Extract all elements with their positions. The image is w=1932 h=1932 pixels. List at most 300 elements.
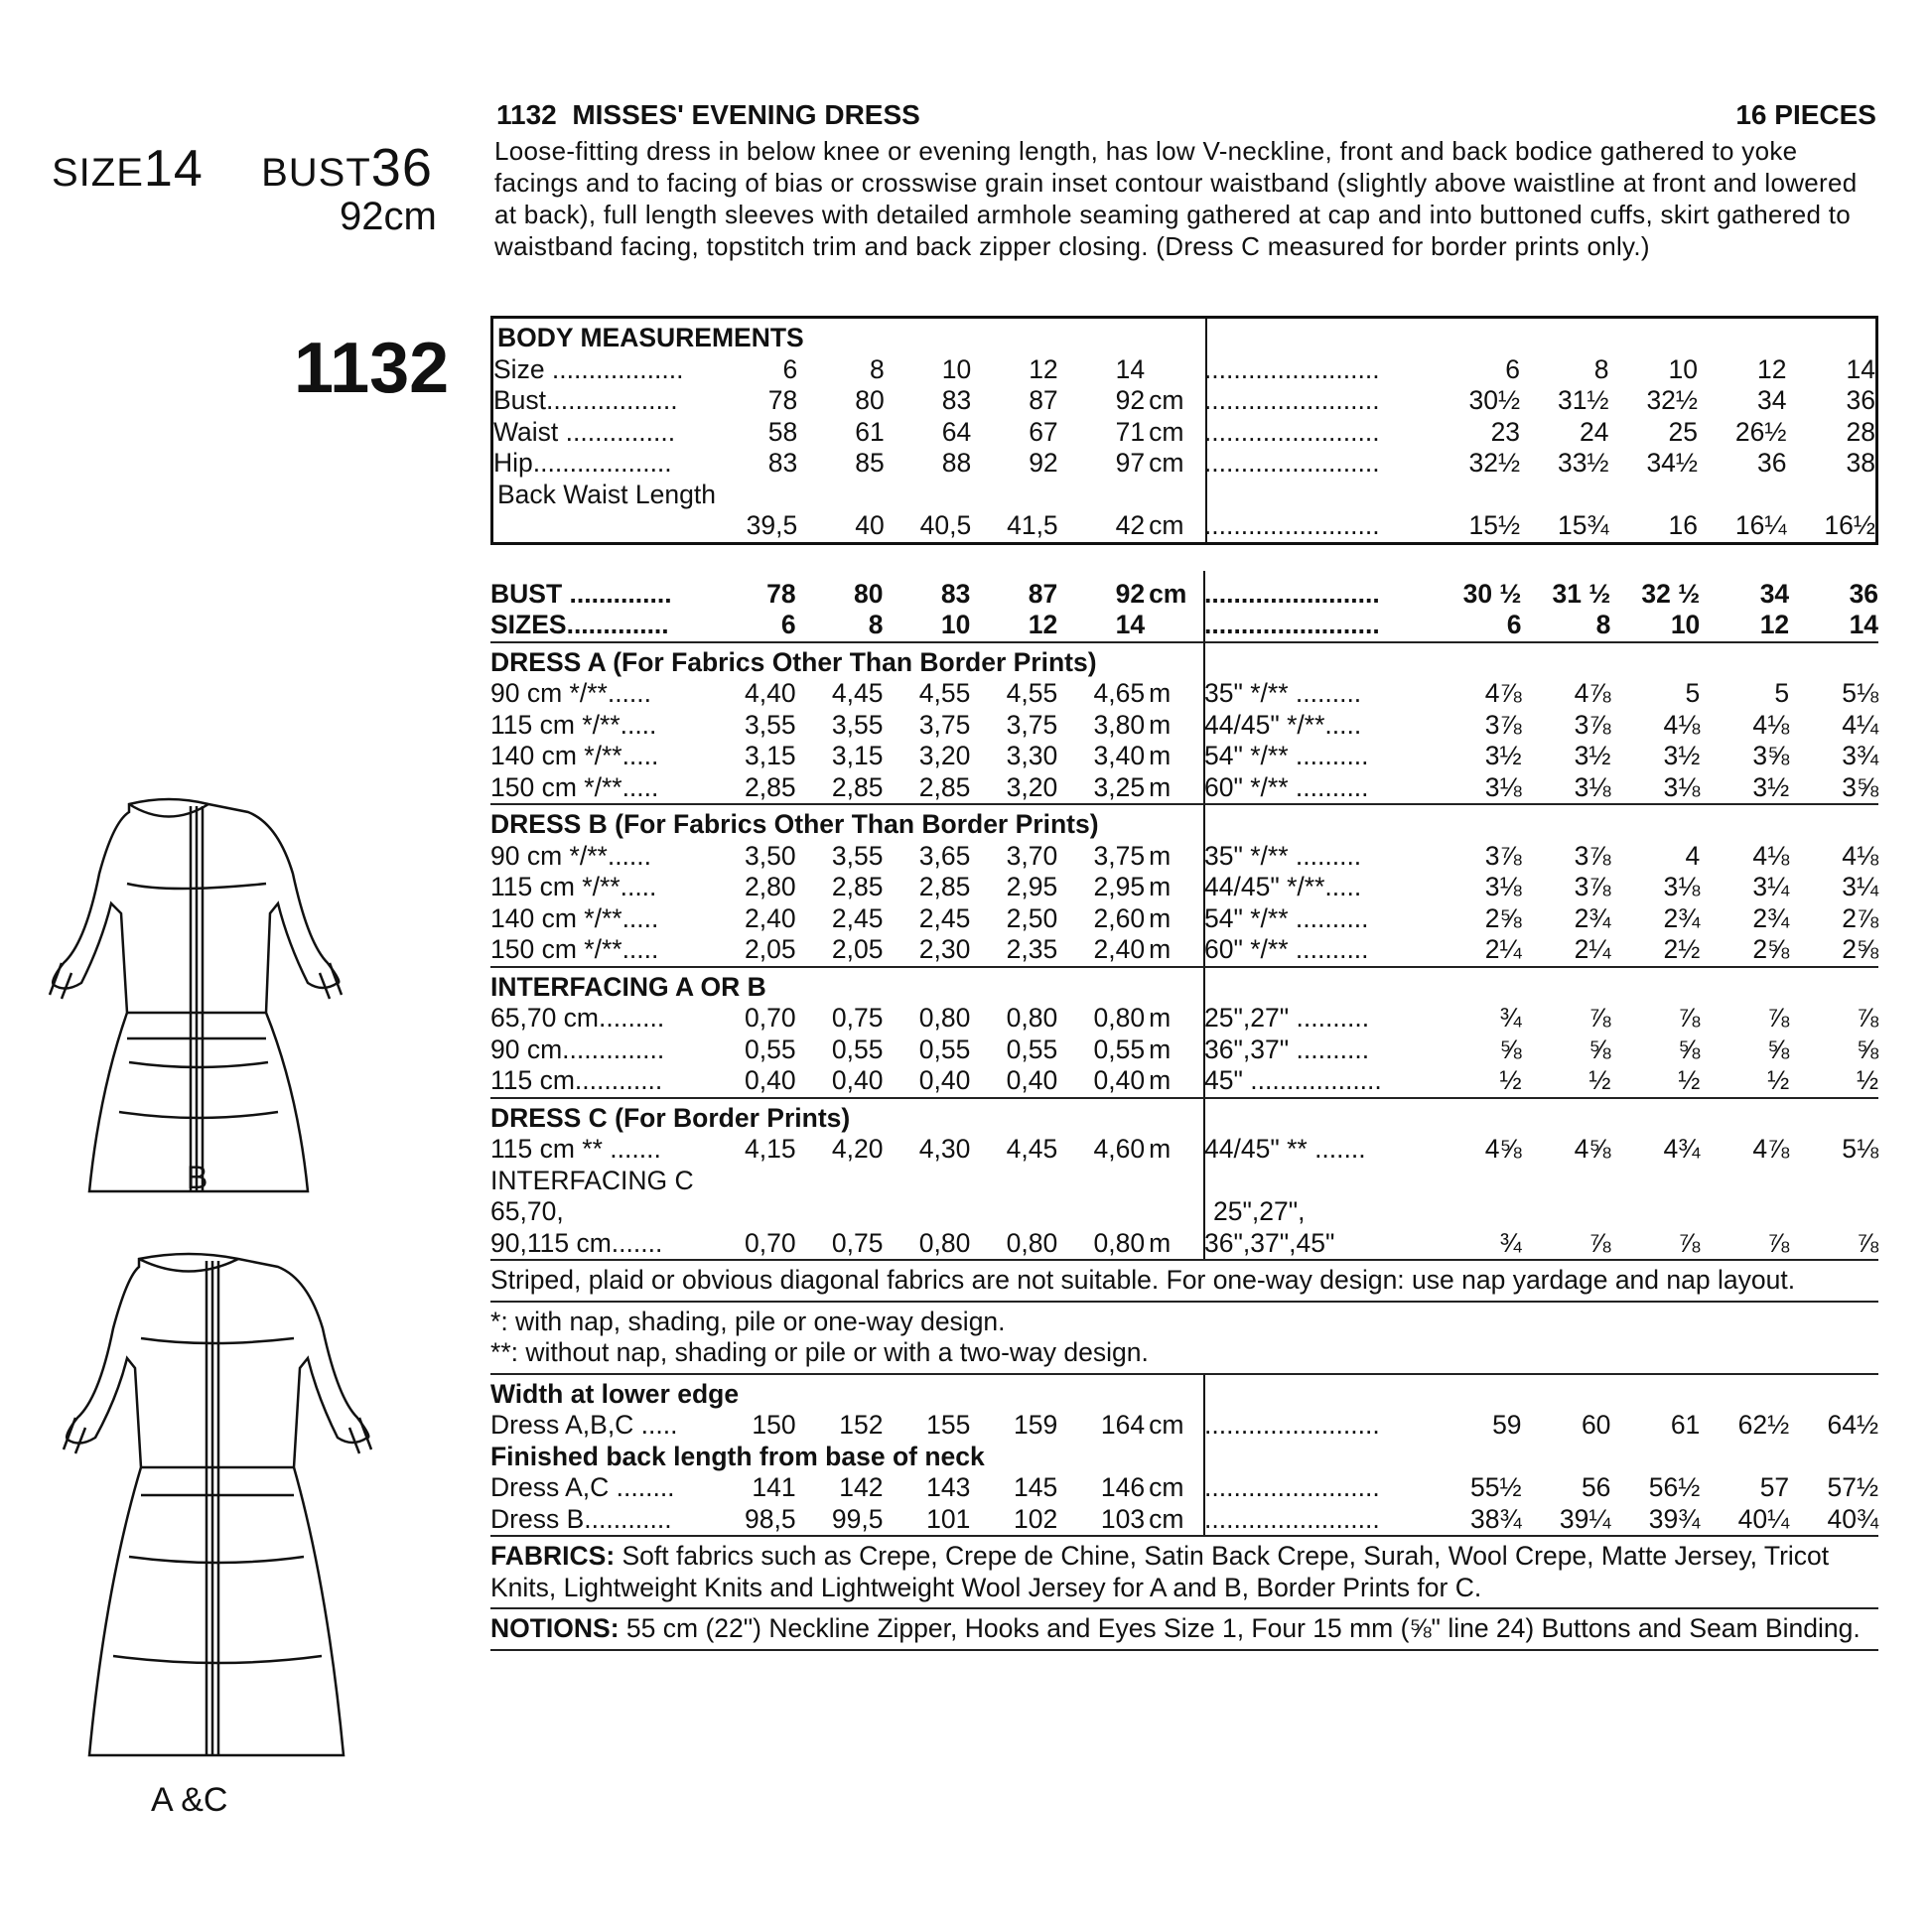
metric-value: 0,55 — [1093, 1034, 1146, 1064]
imperial-value: 2⅝ — [1752, 934, 1790, 964]
bust-sizes-section — [490, 571, 1878, 643]
metric-value: 2,05 — [744, 934, 796, 964]
imperial-value: 4⅝ — [1484, 1134, 1522, 1164]
table-row — [490, 1035, 1878, 1066]
imperial-value: 34 — [1759, 578, 1790, 609]
metric-value: 40,5 — [919, 510, 972, 540]
table-row — [490, 934, 1878, 966]
imperial-value: 59 — [1492, 1410, 1522, 1440]
metric-value: 2,60 — [1093, 902, 1146, 933]
metric-value: 61 — [855, 416, 885, 447]
unit-label: m — [1149, 771, 1172, 802]
metric-value: 39,5 — [746, 510, 798, 540]
imperial-value: 4¾ — [1663, 1134, 1701, 1164]
row-label: 115 cm ** ....... — [490, 1134, 661, 1164]
imperial-value: 8 — [1595, 610, 1611, 639]
metric-value: 14 — [1115, 610, 1146, 639]
metric-value: 4,60 — [1093, 1134, 1146, 1164]
metric-value: 3,40 — [1093, 741, 1146, 770]
metric-value: 0,40 — [1006, 1065, 1058, 1095]
metric-value: 146 — [1100, 1472, 1146, 1502]
interfacing-c-title: INTERFACING C — [490, 1165, 694, 1195]
interfacing-ab-title: INTERFACING A OR B — [490, 971, 766, 1002]
fabrics-section — [490, 1537, 1878, 1609]
unit-label: cm — [1149, 1472, 1184, 1502]
metric-value: 0,55 — [744, 1034, 796, 1064]
pattern-description: Loose-fitting dress in below knee or evening length, has low V-neckline, front and back bodice gathered to yoke facings and to facing of bias or crosswise grain inset contour waistband (slightly above waistline at front and lowered at back), full length sleeves with detailed armhole seaming gathered at cap and into buttoned cuffs, skirt gathered to waistband facing, topstitch trim and back zipper closing. (Dress C measured for border prints only.) — [494, 136, 1858, 261]
metric-value: 3,55 — [831, 709, 884, 740]
row-label: 140 cm */**..... — [490, 741, 659, 770]
table-row — [490, 903, 1878, 935]
header-number: 1132 — [496, 99, 557, 130]
imperial-value: 16¼ — [1734, 510, 1787, 540]
metric-value: 83 — [767, 448, 798, 478]
metric-value: 83 — [941, 385, 972, 415]
imperial-value: ⅞ — [1678, 1003, 1701, 1033]
metric-value: 0,80 — [1093, 1227, 1146, 1258]
metric-value: 0,75 — [831, 1003, 884, 1033]
imperial-value: 34½ — [1646, 448, 1699, 478]
metric-value: 40 — [855, 510, 885, 540]
metric-value: 2,40 — [744, 902, 796, 933]
imperial-value: 4¼ — [1842, 709, 1879, 740]
metric-value: 83 — [940, 578, 971, 609]
metric-value: 14 — [1115, 353, 1146, 384]
imperial-value: 4 — [1685, 840, 1701, 871]
metric-value: 2,40 — [1093, 934, 1146, 964]
imperial-value: 4⅛ — [1842, 840, 1879, 871]
back-waist-label: Back Waist Length — [497, 479, 716, 509]
interfacing-c-row — [490, 1228, 1878, 1260]
metric-value: 4,20 — [831, 1134, 884, 1164]
imperial-value: 40¼ — [1737, 1503, 1790, 1534]
imperial-value: 26½ — [1734, 416, 1787, 447]
metric-value: 3,75 — [918, 709, 971, 740]
metric-value: 2,45 — [918, 902, 971, 933]
metric-value: 92 — [1029, 448, 1058, 478]
metric-value: 159 — [1013, 1410, 1058, 1440]
metric-value: 64 — [941, 416, 972, 447]
imperial-label: 35" */** ......... — [1204, 678, 1362, 708]
size-bust-tag — [52, 137, 433, 199]
view-ac-text: A &C — [151, 1781, 228, 1819]
imperial-value: 3½ — [1752, 771, 1790, 802]
imperial-label: 60" */** .......... — [1204, 771, 1369, 802]
imperial-value: 3⅞ — [1574, 840, 1611, 871]
bust-value: 36 — [370, 138, 433, 198]
unit-label: cm — [1149, 448, 1184, 478]
imperial-value: 4⅛ — [1752, 840, 1790, 871]
row-label: 65,70 cm......... — [490, 1003, 665, 1033]
metric-value: 2,85 — [918, 771, 971, 802]
body-measurements-title: BODY MEASUREMENTS — [497, 323, 804, 352]
imperial-value: ½ — [1767, 1065, 1790, 1095]
metric-value: 143 — [926, 1472, 971, 1502]
metric-value: 0,80 — [1006, 1227, 1058, 1258]
table-row — [490, 1228, 1878, 1260]
metric-value: 98,5 — [744, 1503, 796, 1534]
table-row — [493, 510, 1875, 542]
row-label: Dress A,C ........ — [490, 1472, 675, 1502]
imperial-value: 3⅝ — [1752, 741, 1790, 770]
imperial-value: 3⅞ — [1484, 709, 1522, 740]
imperial-value: 5 — [1774, 678, 1790, 708]
unit-label: cm — [1149, 416, 1184, 447]
imperial-value: 4⅛ — [1752, 709, 1790, 740]
metric-value: 97 — [1115, 448, 1146, 478]
width-row — [490, 1410, 1878, 1442]
metric-value: 4,15 — [744, 1134, 796, 1164]
interfacing-c-label-row — [490, 1196, 1878, 1228]
metric-value: 0,55 — [831, 1034, 884, 1064]
metric-value: 142 — [839, 1472, 884, 1502]
imperial-value: 38 — [1846, 448, 1875, 478]
metric-value: 2,85 — [918, 872, 971, 901]
unit-label: cm — [1149, 1410, 1184, 1440]
metric-value: 3,15 — [744, 741, 796, 770]
length-title: Finished back length from base of neck — [490, 1441, 985, 1471]
metric-value: 3,30 — [1006, 741, 1058, 770]
bust-label: BUST — [261, 151, 371, 195]
imperial-value: 2⅞ — [1842, 902, 1879, 933]
table-row — [490, 1065, 1878, 1097]
metric-value: 0,55 — [918, 1034, 971, 1064]
imperial-value: 32 ½ — [1641, 578, 1701, 609]
metric-value: 3,80 — [1093, 709, 1146, 740]
metric-value: 85 — [855, 448, 885, 478]
row-label: 115 cm */**..... — [490, 709, 657, 740]
metric-value: 4,45 — [1006, 1134, 1058, 1164]
imperial-value: 33½ — [1557, 448, 1609, 478]
metric-value: 4,65 — [1093, 678, 1146, 708]
imperial-value: 3⅛ — [1663, 872, 1701, 901]
metric-value: 67 — [1029, 416, 1058, 447]
unit-label: cm — [1149, 1503, 1184, 1534]
row-label: 90,115 cm....... — [490, 1227, 663, 1258]
imperial-value: 3⅛ — [1484, 872, 1522, 901]
imperial-label: ........................ — [1204, 1472, 1380, 1502]
metric-value: 2,45 — [831, 902, 884, 933]
dress-b-rows — [490, 841, 1878, 966]
imperial-value: 32½ — [1468, 448, 1521, 478]
table-row — [490, 872, 1878, 903]
metric-value: 0,80 — [1093, 1003, 1146, 1033]
imperial-value: 2¼ — [1484, 934, 1522, 964]
metric-value: 3,55 — [744, 709, 796, 740]
imperial-value: ¾ — [1499, 1003, 1522, 1033]
imperial-value: 12 — [1759, 610, 1790, 639]
dress-c-section — [490, 1099, 1878, 1262]
interfacing-c-label-1: 65,70, — [490, 1196, 564, 1226]
dress-a-section — [490, 643, 1878, 806]
metric-value: 71 — [1115, 416, 1146, 447]
metric-value: 2,85 — [744, 771, 796, 802]
table-row — [493, 448, 1875, 480]
imperial-label: 25",27" .......... — [1204, 1003, 1370, 1033]
imperial-value: 3¾ — [1842, 741, 1879, 770]
imperial-value: 3⅞ — [1484, 840, 1522, 871]
view-b-text: B — [187, 1160, 208, 1195]
imperial-value: 32½ — [1646, 385, 1699, 415]
table-row — [490, 710, 1878, 742]
dress-b-section — [490, 805, 1878, 968]
imperial-value: ⅞ — [1588, 1227, 1611, 1258]
metric-value: 101 — [926, 1503, 971, 1534]
dress-b-title: DRESS B (For Fabrics Other Than Border Prints) — [490, 809, 1099, 839]
unit-label: cm — [1149, 385, 1184, 415]
imperial-value: ⅞ — [1767, 1003, 1790, 1033]
imperial-label: 44/45" */**..... — [1204, 709, 1362, 740]
metric-value: 3,75 — [1093, 840, 1146, 871]
imperial-value: 40¾ — [1827, 1503, 1879, 1534]
imperial-value: 3½ — [1663, 741, 1701, 770]
interfacing-c-imp-label-1: 25",27", — [1213, 1196, 1306, 1226]
metric-value: 10 — [940, 610, 971, 639]
metric-value: 8 — [869, 353, 885, 384]
unit-label: m — [1149, 709, 1172, 740]
imperial-value: 39¾ — [1648, 1503, 1701, 1534]
fabrics-label: FABRICS: — [490, 1541, 616, 1571]
metric-value: 102 — [1013, 1503, 1058, 1534]
imperial-value: 3⅞ — [1574, 709, 1611, 740]
metric-value: 164 — [1100, 1410, 1146, 1440]
imperial-value: 14 — [1846, 353, 1875, 384]
imperial-value: 16 — [1668, 510, 1699, 540]
metric-value: 0,75 — [831, 1227, 884, 1258]
striped-note: Striped, plaid or obvious diagonal fabrics are not suitable. For one-way design: use nap yardage and nap layout. — [490, 1261, 1878, 1303]
imperial-value: ½ — [1499, 1065, 1522, 1095]
metric-value: 88 — [941, 448, 972, 478]
row-label: Dress A,B,C ..... — [490, 1410, 678, 1440]
pattern-number-large: 1132 — [294, 329, 450, 408]
imperial-value: ⅞ — [1767, 1227, 1790, 1258]
imperial-value: 3⅛ — [1574, 771, 1611, 802]
metric-value: 6 — [782, 353, 798, 384]
metric-value: 10 — [941, 353, 972, 384]
fabrics-text: Soft fabrics such as Crepe, Crepe de Chine, Satin Back Crepe, Surah, Wool Crepe, Matte Jersey, Tricot Knits, Lightweight Knits and Lightweight Wool Jersey for A and B, Border Prints for C. — [490, 1541, 1830, 1602]
imperial-value: 57 — [1759, 1472, 1790, 1502]
imperial-value: 23 — [1490, 416, 1521, 447]
table-row — [493, 385, 1875, 417]
imperial-value: 15½ — [1468, 510, 1521, 540]
metric-value: 80 — [855, 385, 885, 415]
imperial-value: 12 — [1757, 353, 1787, 384]
metric-value: 2,05 — [831, 934, 884, 964]
metric-value: 4,55 — [918, 678, 971, 708]
unit-label: m — [1149, 934, 1172, 964]
metric-value: 92 — [1115, 385, 1146, 415]
nap-notes — [490, 1303, 1878, 1375]
bust-cm: 92cm — [340, 195, 437, 238]
imperial-value: 39¼ — [1559, 1503, 1611, 1534]
size-value: 14 — [143, 140, 204, 198]
imperial-value: 6 — [1505, 353, 1521, 384]
imperial-label: 36",37" .......... — [1204, 1034, 1370, 1064]
metric-value: 3,75 — [1006, 709, 1058, 740]
imperial-value: 2⅝ — [1842, 934, 1879, 964]
unit-label: cm — [1149, 510, 1184, 540]
imperial-value: 62½ — [1737, 1410, 1790, 1440]
imperial-value: 56 — [1581, 1472, 1611, 1502]
length-rows — [490, 1472, 1878, 1535]
row-label — [493, 510, 711, 542]
dress-ac-illustration — [30, 1239, 387, 1775]
row-label: 150 cm */**..... — [490, 934, 659, 964]
unit-label: m — [1149, 741, 1172, 770]
imperial-value: 3⅞ — [1574, 872, 1611, 901]
with-nap-note: *: with nap, shading, pile or one-way design. — [490, 1306, 1006, 1336]
imperial-value: 60 — [1581, 1410, 1611, 1440]
row-label: 115 cm............ — [490, 1065, 663, 1095]
metric-value: 2,80 — [744, 872, 796, 901]
imperial-value: 30½ — [1468, 385, 1521, 415]
metric-value: 80 — [853, 578, 884, 609]
imperial-value: 3½ — [1574, 741, 1611, 770]
imperial-value: ⅝ — [1678, 1034, 1701, 1064]
imperial-value: ½ — [1678, 1065, 1701, 1095]
interfacing-ab-section — [490, 968, 1878, 1099]
imperial-value: 4⅞ — [1752, 1134, 1790, 1164]
imperial-value: 2⅝ — [1484, 902, 1522, 933]
finished-section — [490, 1375, 1878, 1538]
imperial-value: 2¾ — [1574, 902, 1611, 933]
imperial-value: 3¼ — [1752, 872, 1790, 901]
metric-value: 3,50 — [744, 840, 796, 871]
metric-value: 0,80 — [1006, 1003, 1058, 1033]
unit-label: m — [1149, 1034, 1172, 1064]
unit-label: m — [1149, 1065, 1172, 1095]
row-label: 90 cm.............. — [490, 1034, 665, 1064]
metric-value: 4,30 — [918, 1134, 971, 1164]
imperial-value: ⅝ — [1767, 1034, 1790, 1064]
metric-value: 0,80 — [918, 1227, 971, 1258]
metric-value: 42 — [1115, 510, 1146, 540]
table-row — [490, 1504, 1878, 1536]
imperial-value: 14 — [1849, 610, 1879, 639]
imperial-value: 57½ — [1827, 1472, 1879, 1502]
metric-value: 4,45 — [831, 678, 884, 708]
unit-label: cm — [1149, 578, 1187, 609]
imperial-label: ........................ — [1203, 416, 1380, 447]
imperial-value: 3¼ — [1842, 872, 1879, 901]
row-label: Bust.................. — [493, 385, 678, 415]
imperial-value: ⅞ — [1856, 1003, 1879, 1033]
imperial-value: 15¾ — [1557, 510, 1609, 540]
imperial-value: 10 — [1670, 610, 1701, 639]
imperial-value: ½ — [1856, 1065, 1879, 1095]
imperial-value: 38¾ — [1469, 1503, 1522, 1534]
metric-value: 141 — [752, 1472, 796, 1502]
row-label: 115 cm */**..... — [490, 872, 657, 901]
table-row — [490, 610, 1878, 641]
metric-value: 12 — [1029, 353, 1058, 384]
metric-value: 3,20 — [918, 741, 971, 770]
metric-value: 4,55 — [1006, 678, 1058, 708]
imperial-value: 2½ — [1663, 934, 1701, 964]
metric-value: 0,70 — [744, 1227, 796, 1258]
imperial-value: 55½ — [1469, 1472, 1522, 1502]
imperial-label: 44/45" ** ....... — [1204, 1134, 1366, 1164]
body-measurements-rows — [493, 354, 1875, 480]
imperial-label: 54" */** .......... — [1204, 902, 1369, 933]
metric-value: 2,95 — [1093, 872, 1146, 901]
row-label: SIZES.............. — [490, 610, 669, 639]
bust-sizes-rows — [490, 579, 1878, 641]
imperial-value: ⅝ — [1499, 1034, 1522, 1064]
row-label: 90 cm */**...... — [490, 840, 652, 871]
imperial-value: 25 — [1668, 416, 1699, 447]
row-label: 90 cm */**...... — [490, 678, 652, 708]
table-row — [490, 678, 1878, 710]
width-title: Width at lower edge — [490, 1378, 740, 1409]
imperial-label: 60" */** .......... — [1204, 934, 1369, 964]
unit-label: m — [1149, 1003, 1172, 1033]
imperial-value: 5 — [1685, 678, 1701, 708]
imperial-value: 31½ — [1557, 385, 1609, 415]
dress-c-rows — [490, 1134, 1878, 1166]
dress-a-rows — [490, 678, 1878, 803]
imperial-value: 16½ — [1824, 510, 1875, 540]
imperial-value: 30 ½ — [1462, 578, 1522, 609]
metric-value: 3,25 — [1093, 771, 1146, 802]
metric-value: 145 — [1013, 1472, 1058, 1502]
metric-value: 2,35 — [1006, 934, 1058, 964]
metric-value: 78 — [766, 578, 796, 609]
imperial-value: ⅝ — [1856, 1034, 1879, 1064]
imperial-value: 10 — [1668, 353, 1699, 384]
table-row — [490, 1134, 1878, 1166]
metric-value: 3,15 — [831, 741, 884, 770]
metric-value: 0,55 — [1006, 1034, 1058, 1064]
table-row — [490, 1472, 1878, 1504]
imperial-value: ⅞ — [1678, 1227, 1701, 1258]
imperial-value: 36 — [1846, 385, 1875, 415]
table-row — [493, 417, 1875, 449]
yardage-chart — [490, 316, 1878, 1651]
metric-value: 0,40 — [918, 1065, 971, 1095]
metric-value: 41,5 — [1007, 510, 1058, 540]
metric-value: 87 — [1029, 385, 1058, 415]
notions-text: 55 cm (22") Neckline Zipper, Hooks and Eyes Size 1, Four 15 mm (⅝" line 24) Buttons and Seam Binding. — [619, 1613, 1861, 1643]
imperial-label: 45" .................. — [1204, 1065, 1382, 1095]
table-row — [490, 1410, 1878, 1442]
metric-value: 8 — [868, 610, 884, 639]
metric-value: 0,40 — [1093, 1065, 1146, 1095]
unit-label — [1145, 354, 1194, 386]
metric-value: 152 — [839, 1410, 884, 1440]
imperial-value: ⅞ — [1856, 1227, 1879, 1258]
imperial-label: 36",37",45" — [1204, 1227, 1335, 1258]
imperial-value: 3⅛ — [1484, 771, 1522, 802]
imperial-value: 34 — [1757, 385, 1787, 415]
imperial-value: 4⅞ — [1484, 678, 1522, 708]
metric-value: 2,95 — [1006, 872, 1058, 901]
row-label: 140 cm */**..... — [490, 902, 659, 933]
metric-value: 3,65 — [918, 840, 971, 871]
imperial-label: ........................ — [1204, 578, 1380, 609]
imperial-value: 4⅛ — [1663, 709, 1701, 740]
table-row — [490, 772, 1878, 804]
imperial-value: 2¾ — [1752, 902, 1790, 933]
imperial-value: 61 — [1670, 1410, 1701, 1440]
imperial-value: ½ — [1588, 1065, 1611, 1095]
interfacing-ab-rows — [490, 1003, 1878, 1097]
unit-label: m — [1149, 1134, 1172, 1164]
metric-value: 2,85 — [831, 771, 884, 802]
dress-a-title: DRESS A (For Fabrics Other Than Border Prints) — [490, 646, 1097, 677]
imperial-value: 3½ — [1484, 741, 1522, 770]
metric-value: 0,40 — [744, 1065, 796, 1095]
